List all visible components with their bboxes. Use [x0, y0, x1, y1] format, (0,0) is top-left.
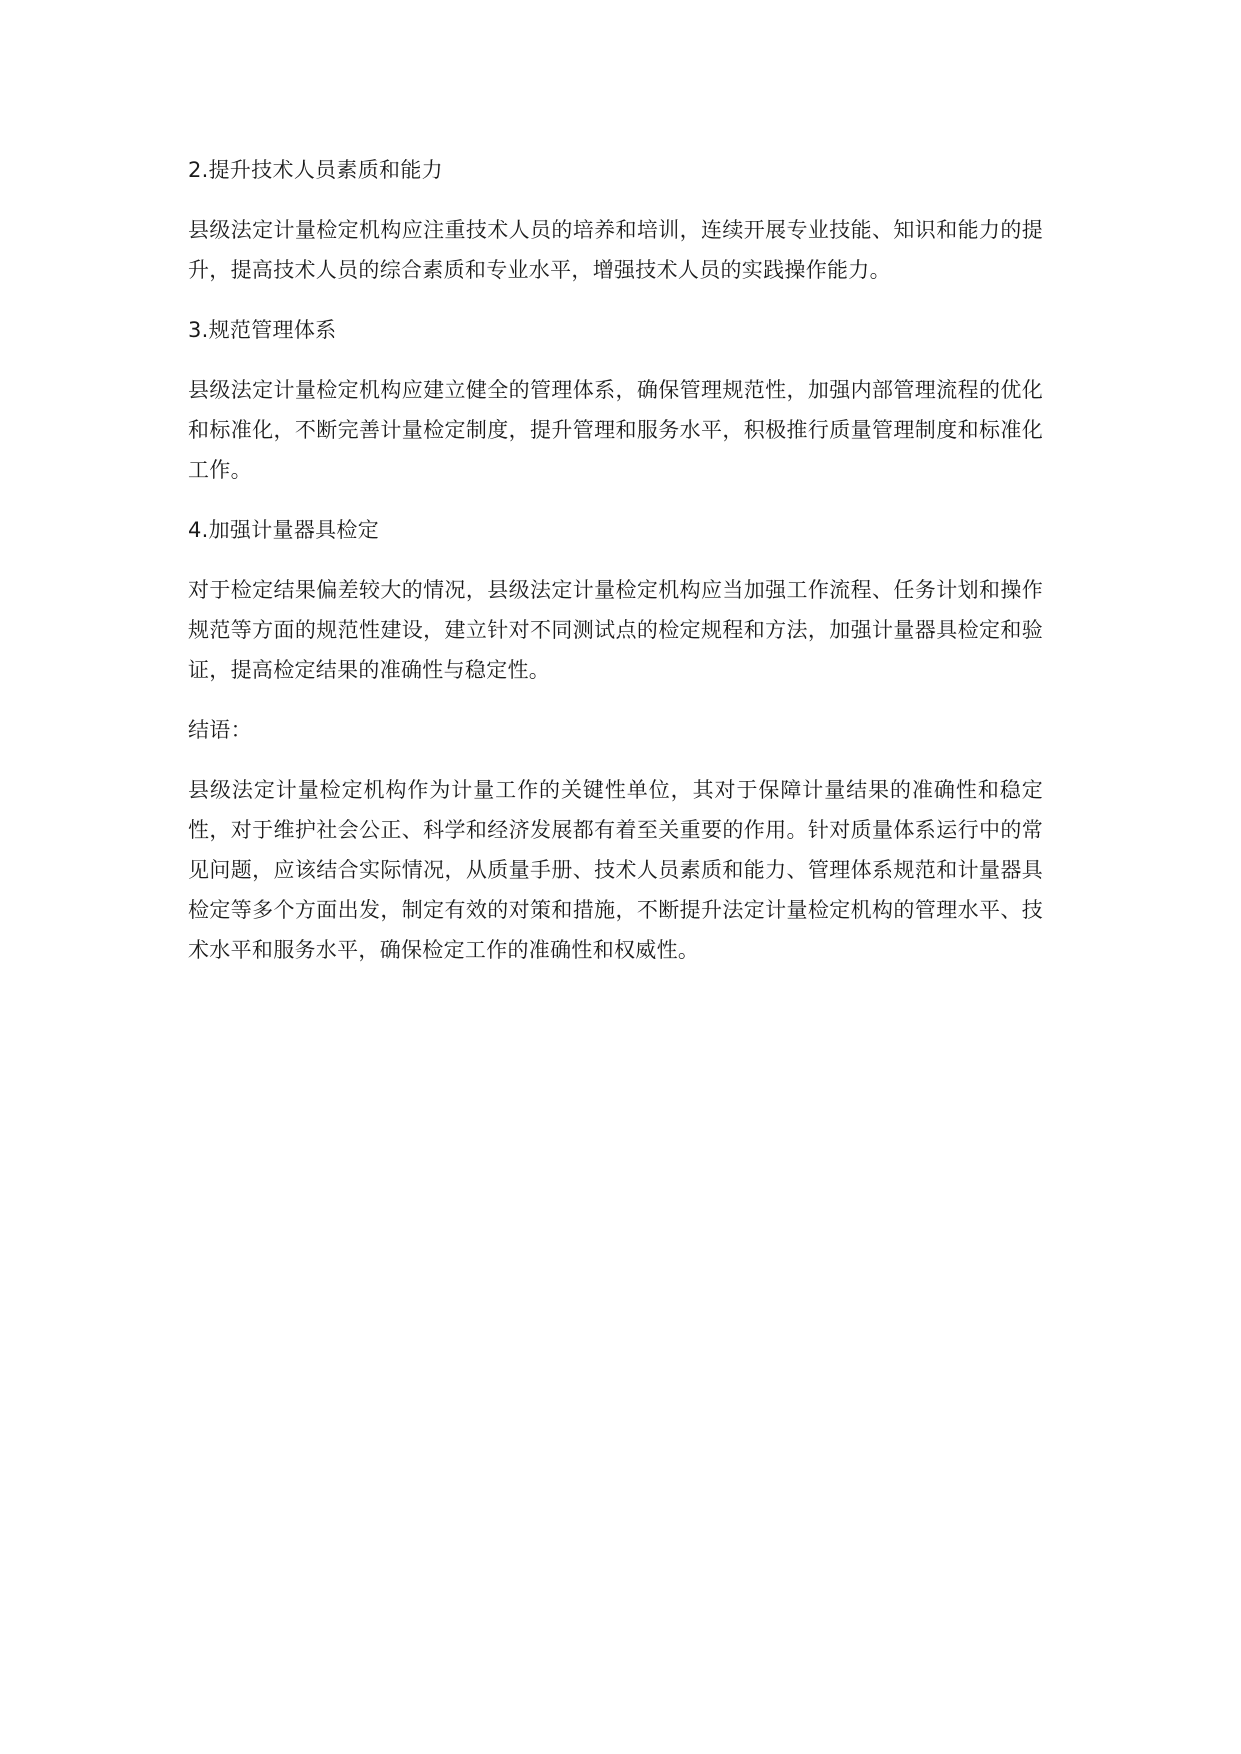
section-heading-4: 4.加强计量器具检定	[188, 518, 380, 542]
conclusion-body: 县级法定计量检定机构作为计量工作的关键性单位，其对于保障计量结果的准确性和稳定性，对于维护社会公正、科学和经济发展都有着至关重要的作用。针对质量体系运行中的常见问题，应该结合实际情况，从质量手册、技术人员素质和能力、管理体系规范和计量器具检定等多个方面出发，制定有效的对策和措施，不断提升法定计量检定机构的管理水平、技术水平和服务水平，确保检定工作的准确性和权威性。	[188, 778, 1043, 962]
section-heading-3: 3.规范管理体系	[188, 318, 337, 342]
section-heading-2: 2.提升技术人员素质和能力	[188, 158, 443, 182]
conclusion-heading: 结语：	[188, 718, 252, 742]
document-content	[188, 150, 1043, 990]
section-body-4: 对于检定结果偏差较大的情况，县级法定计量检定机构应当加强工作流程、任务计划和操作规范等方面的规范性建设，建立针对不同测试点的检定规程和方法，加强计量器具检定和验证，提高检定结果的准确性与稳定性。	[188, 578, 1043, 682]
section-body-2: 县级法定计量检定机构应注重技术人员的培养和培训，连续开展专业技能、知识和能力的提升，提高技术人员的综合素质和专业水平，增强技术人员的实践操作能力。	[188, 218, 1043, 282]
section-body-3: 县级法定计量检定机构应建立健全的管理体系，确保管理规范性，加强内部管理流程的优化和标准化，不断完善计量检定制度，提升管理和服务水平，积极推行质量管理制度和标准化工作。	[188, 378, 1043, 482]
